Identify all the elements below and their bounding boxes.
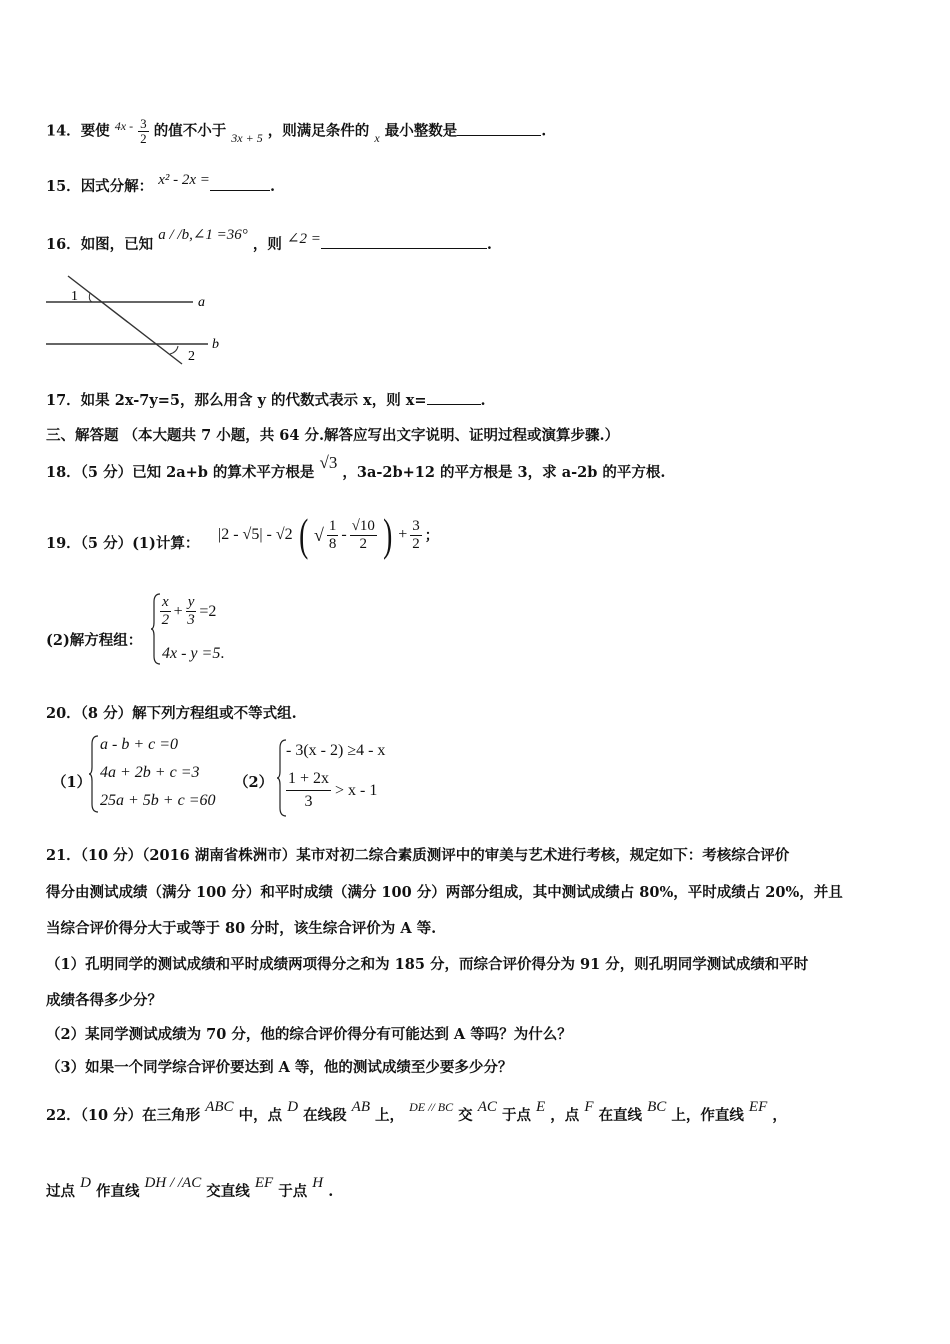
system-brace-1 [88, 734, 100, 814]
answer-blank[interactable] [321, 234, 487, 249]
frac-x-2: $\frac{x}{2}$ [161, 594, 170, 628]
q14-expr-a: 4x - [114, 118, 134, 133]
ineq-2: $\frac{1 + 2x}{3}$ > x - 1 [288, 770, 378, 810]
left-paren: ( [298, 509, 308, 560]
q19-expression: |2 - √5| - √2 ( √ $\frac{1}{8}$ - $\frac{√10}{2}$ ) + $\frac{3}{2}$ ； [218, 509, 439, 560]
q16-given: a / /b,∠1 =36° [158, 227, 248, 243]
eq-2: 4a + 2b + c =3 [100, 764, 200, 781]
right-paren: ) [382, 509, 393, 560]
q19b-label: (2)解方程组： [46, 632, 143, 649]
q19b-eq2: 4x - y =5. [162, 645, 225, 662]
section-heading: 三、解答题 （本大题共 7 小题，共 64 分.解答应写出文字说明、证明过程或演算步骤.） [46, 427, 620, 444]
angle-1-label: 1 [71, 289, 78, 304]
q14-fraction: $\frac{3}{2}$ [140, 116, 147, 146]
q19-frac-1: $\frac{1}{8}$ [328, 517, 337, 552]
q20-label-2: （2） [234, 774, 274, 791]
q14-var: x [374, 130, 380, 145]
q20-system-1 [100, 734, 240, 816]
q21-part-2: （2）某同学测试成绩为 70 分，他的综合评价得分有可能达到 A 等吗？为什么？ [46, 1026, 572, 1043]
frac-y-3: $\frac{y}{3}$ [187, 594, 195, 628]
q19-frac-3: $\frac{3}{2}$ [412, 517, 420, 552]
q16-ask: ∠2 = [286, 231, 321, 247]
q22-line-1: 22．（10 分）在三角形 ABC 中，点 D 在线段 AB 上， $^{DE // BC}$ 交 AC 于点 E ，点 F 在直线 BC 上，作直线 EF ， [46, 1099, 787, 1124]
q20-system-2 [286, 740, 426, 822]
q19-abs: |2 - √5| - √2 [218, 526, 293, 543]
q18-line: 18．（5 分）已知 2a+b 的算术平方根是 √3 ，3a-2b+12 的平方根是 3，求 a-2b 的平方根. [46, 453, 666, 481]
q14-line: 14．要使 $^{4x -}$ $\frac{3}{2}$ 的值不小于 $_{3x + 5}$ ，则满足条件的 $_x$ 最小整数是 . [46, 116, 547, 146]
answer-blank[interactable] [457, 121, 541, 136]
angle-2-label: 2 [188, 349, 195, 364]
q19b-eq1: $\frac{x}{2}$ + $\frac{y}{3}$ =2 [161, 594, 217, 628]
eq-3: 25a + 5b + c =60 [100, 792, 216, 809]
q20-line: 20．（8 分）解下列方程组或不等式组. [46, 705, 297, 722]
q17-line: 17．如果 2x-7y=5，那么用含 y 的代数式表示 x，则 x= . [46, 392, 486, 409]
eq-1: a - b + c =0 [100, 736, 179, 753]
q21-line-3: 当综合评价得分大于或等于 80 分时，该生综合评价为 A 等. [46, 920, 437, 937]
q21-part-1b: 成绩各得多少分？ [46, 992, 162, 1009]
q16-line: 16．如图，已知 a / /b,∠1 =36° ，则 ∠2 = . [46, 227, 492, 253]
parallel-lines-figure [40, 268, 230, 368]
line-b-label: b [212, 337, 219, 352]
q21-line-2: 得分由测试成绩（满分 100 分）和平时成绩（满分 100 分）两部分组成，其中测试成绩占 80%，平时成绩占 20%，并且 [46, 884, 843, 901]
angle-2-arc [170, 346, 178, 354]
line-a-label: a [198, 295, 205, 310]
answer-blank[interactable] [210, 176, 270, 191]
q14-expr-b: 3x + 5 [231, 130, 263, 145]
q19-frac-2: $\frac{√10}{2}$ [351, 517, 375, 552]
q18-root: √3 [319, 453, 338, 472]
answer-blank[interactable] [427, 390, 481, 405]
q15-line: 15．因式分解： x² - 2x = . [46, 172, 275, 195]
q21-part-3: （3）如果一个同学综合评价要达到 A 等，他的测试成绩至少要多少分？ [46, 1059, 513, 1076]
sqrt-sign: √ [313, 524, 324, 545]
q19-line: 19．（5 分）(1)计算： [46, 535, 200, 552]
transversal-line [68, 276, 182, 364]
q21-line-1: 21．（10 分）（2016 湖南省株洲市）某市对初二综合素质测评中的审美与艺术进行考核，规定如下：考核综合评价 [46, 847, 790, 864]
ineq-1: - 3(x - 2) ≥4 - x [286, 742, 386, 759]
q20-label-1: （1） [52, 774, 92, 791]
q21-part-1a: （1）孔明同学的测试成绩和平时成绩两项得分之和为 185 分，而综合评价得分为 91 分，则孔明同学测试成绩和平时 [46, 956, 809, 973]
q15-expr: x² - 2x = [158, 172, 210, 188]
q22-line-2: 过点 D 作直线 DH / /AC 交直线 EF 于点 H . [46, 1175, 334, 1200]
